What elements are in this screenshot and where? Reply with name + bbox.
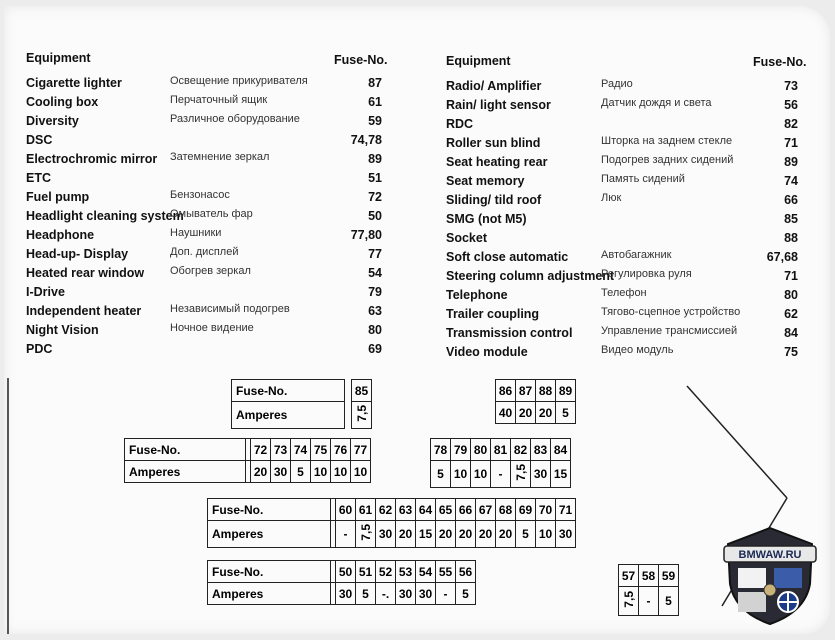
- amperage-cell: 20: [516, 402, 536, 424]
- fuse-number: 77,80: [350, 228, 382, 242]
- fuse-number: 80: [784, 288, 798, 302]
- equipment-name: Cooling box: [26, 95, 99, 109]
- amperage-cell: 7,5: [619, 587, 639, 616]
- equipment-name: Cigarette lighter: [26, 76, 122, 90]
- equipment-name-ru: Подогрев задних сидений: [601, 154, 734, 166]
- equipment-name-ru: Люк: [601, 192, 622, 204]
- fuse-number: 84: [784, 326, 798, 340]
- equipment-name-ru: Наушники: [170, 227, 222, 239]
- equipment-name: Socket: [446, 231, 487, 245]
- equipment-name-ru: Управление трансмиссией: [601, 325, 738, 337]
- fuse-number: 66: [784, 193, 798, 207]
- equipment-name: Telephone: [446, 288, 508, 302]
- amperage-cell: 40: [496, 402, 516, 424]
- fuse-number: 61: [368, 95, 382, 109]
- fuse-number-cell: 70: [536, 499, 556, 521]
- fuse-number: 82: [784, 117, 798, 131]
- amperage-cell: 20: [251, 461, 271, 483]
- amperage-cell: 20: [456, 521, 476, 548]
- amperage-cell: 7,5: [511, 461, 531, 488]
- equipment-name: Radio/ Amplifier: [446, 79, 542, 93]
- fuse-number-cell: 72: [251, 439, 271, 461]
- amperes-label: Amperes: [208, 583, 331, 605]
- amperage-cell: 10: [311, 461, 331, 483]
- equipment-name: RDC: [446, 117, 474, 131]
- equipment-name: Trailer coupling: [446, 307, 540, 321]
- fuse-number-cell: 61: [356, 499, 376, 521]
- equipment-name: ETC: [26, 171, 51, 185]
- amperage-cell: 10: [351, 461, 371, 483]
- fuse-number: 51: [368, 171, 382, 185]
- amperage-cell: -.: [376, 583, 396, 605]
- equipment-name-ru: Регулировка руля: [601, 268, 692, 280]
- amperage-cell: 15: [551, 461, 571, 488]
- left-fuse-header: Fuse-No.: [334, 53, 388, 67]
- fuse-number: 89: [368, 152, 382, 166]
- amperes-label: Amperes: [125, 461, 246, 483]
- amperage-cell: 5: [659, 587, 679, 616]
- amperage-cell: 10: [451, 461, 471, 488]
- amperage-cell: 30: [336, 583, 356, 605]
- fuse-number: 89: [784, 155, 798, 169]
- amperage-cell: 20: [476, 521, 496, 548]
- amperage-cell: 10: [536, 521, 556, 548]
- fuse-number-cell: 73: [271, 439, 291, 461]
- fuse-number: 54: [368, 266, 382, 280]
- equipment-name: Sliding/ tild roof: [446, 193, 542, 207]
- fuse-number-cell: 79: [451, 439, 471, 461]
- fuse-number-cell: 78: [431, 439, 451, 461]
- amperage-cell: -: [436, 583, 456, 605]
- fuse-number: 50: [368, 209, 382, 223]
- bmw-club-emblem: [720, 524, 820, 626]
- fuse-number-cell: 52: [376, 561, 396, 583]
- fuse-number: 69: [368, 342, 382, 356]
- amperage-cell: 20: [536, 402, 556, 424]
- fuse-number: 71: [784, 269, 798, 283]
- fuse-number-cell: 76: [331, 439, 351, 461]
- fuse-number: 73: [784, 79, 798, 93]
- amperage-cell: 15: [416, 521, 436, 548]
- fuse-no-label: Fuse-No.: [125, 439, 246, 461]
- equipment-name-ru: Память сидений: [601, 173, 685, 185]
- amperage-cell: 30: [531, 461, 551, 488]
- fuse-number: 85: [784, 212, 798, 226]
- amperage-cell: 10: [331, 461, 351, 483]
- equipment-name: SMG (not M5): [446, 212, 527, 226]
- equipment-name: Roller sun blind: [446, 136, 541, 150]
- equipment-name-ru: Обогрев зеркал: [170, 265, 251, 277]
- equipment-name: PDC: [26, 342, 53, 356]
- fuse-number-cell: 60: [336, 499, 356, 521]
- amperage-cell: 20: [496, 521, 516, 548]
- equipment-name-ru: Различное оборудование: [170, 113, 300, 125]
- fuse-number-cell: 65: [436, 499, 456, 521]
- equipment-name: Night Vision: [26, 323, 99, 337]
- fuse-number: 74,78: [350, 133, 382, 147]
- amperage-cell: 5: [291, 461, 311, 483]
- fuse-card: [4, 6, 830, 634]
- equipment-name-ru: Автобагажник: [601, 249, 672, 261]
- fuse-number-cell: 67: [476, 499, 496, 521]
- equipment-name-ru: Тягово-сцепное устройство: [601, 306, 741, 318]
- fuse-number-cell: 74: [291, 439, 311, 461]
- amperage-cell: 30: [376, 521, 396, 548]
- amperage-cell: 5: [516, 521, 536, 548]
- fuse-number-cell: 62: [376, 499, 396, 521]
- amperage-cell: 30: [271, 461, 291, 483]
- right-fuse-header: Fuse-No.: [753, 55, 807, 69]
- equipment-name: I-Drive: [26, 285, 65, 299]
- fuse-number: 62: [784, 307, 798, 321]
- fuse-number-cell: 84: [551, 439, 571, 461]
- fuse-number-cell: 75: [311, 439, 331, 461]
- amperage-cell: -: [336, 521, 356, 548]
- equipment-name: Independent heater: [26, 304, 142, 318]
- fuse-number-cell: 58: [639, 565, 659, 587]
- fuse-no-label: Fuse-No.: [208, 499, 331, 521]
- amperage-cell: -: [491, 461, 511, 488]
- equipment-name: Transmission control: [446, 326, 573, 340]
- amperage-cell: 5: [556, 402, 576, 424]
- amperage-cell: 5: [431, 461, 451, 488]
- fuse-number: 75: [784, 345, 798, 359]
- outline-lines: [4, 6, 830, 634]
- equipment-name-ru: Перчаточный ящик: [170, 94, 268, 106]
- amperage-cell: 5: [456, 583, 476, 605]
- fuse-number: 71: [784, 136, 798, 150]
- amperes-label: Amperes: [208, 521, 331, 548]
- amperage-cell: 30: [396, 583, 416, 605]
- fuse-number-cell: 55: [436, 561, 456, 583]
- fuse-number-cell: 69: [516, 499, 536, 521]
- equipment-name: Heated rear window: [26, 266, 145, 280]
- equipment-name: Rain/ light sensor: [446, 98, 551, 112]
- equipment-name: Head-up- Display: [26, 247, 129, 261]
- fuse-number: 56: [784, 98, 798, 112]
- fuse-number-cell: 89: [556, 380, 576, 402]
- fuse-number-cell: 87: [516, 380, 536, 402]
- amperage-cell: 7,5: [356, 521, 376, 548]
- amperage-cell: 30: [556, 521, 576, 548]
- amperage-cell: 7,5: [352, 402, 372, 429]
- equipment-name: Seat heating rear: [446, 155, 548, 169]
- fuse-number-cell: 51: [356, 561, 376, 583]
- fuse-number-cell: 54: [416, 561, 436, 583]
- equipment-name: Electrochromic mirror: [26, 152, 158, 166]
- equipment-name-ru: Радио: [601, 78, 633, 90]
- fuse-number: 87: [368, 76, 382, 90]
- equipment-name-ru: Независимый подогрев: [170, 303, 290, 315]
- amperage-cell: 30: [416, 583, 436, 605]
- right-equipment-header: Equipment: [446, 54, 511, 68]
- fuse-no-label: Fuse-No.: [208, 561, 331, 583]
- fuse-no-label: Fuse-No.: [232, 380, 345, 402]
- fuse-number-cell: 57: [619, 565, 639, 587]
- fuse-number: 77: [368, 247, 382, 261]
- equipment-name-ru: Телефон: [601, 287, 647, 299]
- fuse-number-cell: 77: [351, 439, 371, 461]
- fuse-number: 79: [368, 285, 382, 299]
- amperage-cell: -: [639, 587, 659, 616]
- fuse-number: 80: [368, 323, 382, 337]
- equipment-name: Soft close automatic: [446, 250, 569, 264]
- fuse-number-cell: 68: [496, 499, 516, 521]
- equipment-name-ru: Датчик дождя и света: [601, 97, 712, 109]
- fuse-number: 88: [784, 231, 798, 245]
- fuse-number: 74: [784, 174, 798, 188]
- equipment-name-ru: Затемнение зеркал: [170, 151, 270, 163]
- equipment-name: Headphone: [26, 228, 95, 242]
- fuse-number-cell: 56: [456, 561, 476, 583]
- equipment-name: Seat memory: [446, 174, 525, 188]
- equipment-name-ru: Шторка на заднем стекле: [601, 135, 733, 147]
- fuse-number: 67,68: [766, 250, 798, 264]
- fuse-number-cell: 63: [396, 499, 416, 521]
- fuse-number: 63: [368, 304, 382, 318]
- equipment-name-ru: Видео модуль: [601, 344, 674, 356]
- equipment-name: Steering column adjustment: [446, 269, 615, 283]
- equipment-name: Headlight cleaning system: [26, 209, 184, 223]
- fuse-number-cell: 59: [659, 565, 679, 587]
- fuse-number-cell: 81: [491, 439, 511, 461]
- fuse-number-cell: 64: [416, 499, 436, 521]
- amperage-cell: 5: [356, 583, 376, 605]
- amperage-cell: 20: [436, 521, 456, 548]
- fuse-number-cell: 80: [471, 439, 491, 461]
- fuse-number-cell: 71: [556, 499, 576, 521]
- fuse-number-cell: 86: [496, 380, 516, 402]
- fuse-number-cell: 50: [336, 561, 356, 583]
- fuse-number-cell: 85: [352, 380, 372, 402]
- equipment-name: Fuel pump: [26, 190, 90, 204]
- fuse-number-cell: 83: [531, 439, 551, 461]
- equipment-name-ru: Доп. дисплей: [170, 246, 239, 258]
- amperes-label: Amperes: [232, 402, 345, 429]
- equipment-name-ru: Бензонасос: [170, 189, 230, 201]
- fuse-number-cell: 88: [536, 380, 556, 402]
- amperage-cell: 10: [471, 461, 491, 488]
- fuse-number-cell: 53: [396, 561, 416, 583]
- emblem-text: BMWAW.RU: [738, 549, 802, 561]
- fuse-number: 59: [368, 114, 382, 128]
- amperage-cell: 20: [396, 521, 416, 548]
- equipment-name: Video module: [446, 345, 528, 359]
- equipment-name-ru: Освещение прикуривателя: [170, 75, 308, 87]
- equipment-name: Diversity: [26, 114, 79, 128]
- left-equipment-header: Equipment: [26, 51, 91, 65]
- fuse-number: 72: [368, 190, 382, 204]
- equipment-name-ru: Ночное видение: [170, 322, 254, 334]
- equipment-name-ru: Омыватель фар: [170, 208, 253, 220]
- equipment-name: DSC: [26, 133, 53, 147]
- fuse-number-cell: 66: [456, 499, 476, 521]
- fuse-number-cell: 82: [511, 439, 531, 461]
